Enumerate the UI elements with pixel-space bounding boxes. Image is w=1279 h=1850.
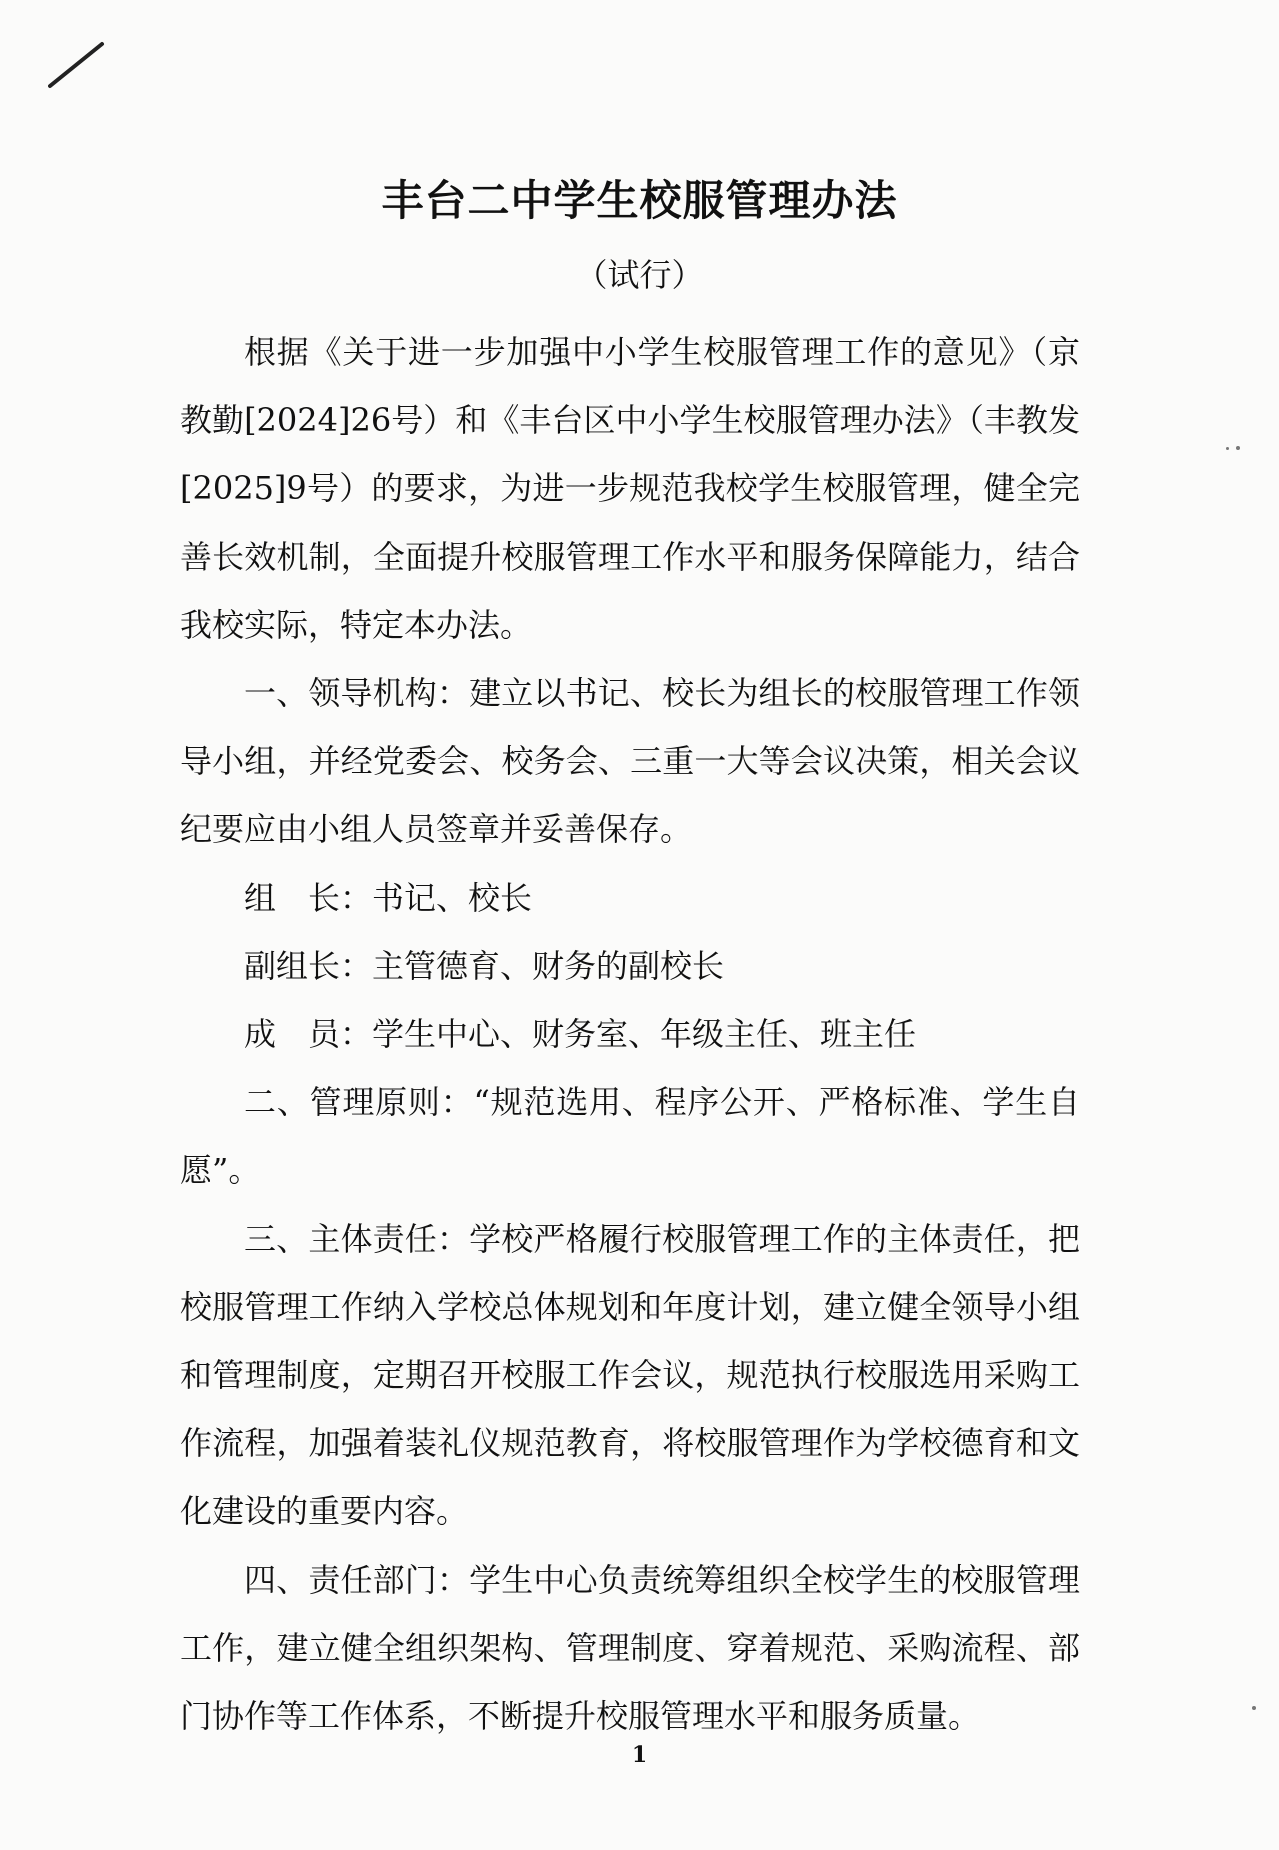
section-1-leadership: 一、领导机构：建立以书记、校长为组长的校服管理工作领导小组，并经党委会、校务会、三重一大等会议决策，相关会议纪要应由小组人员签章并妥善保存。 [180,674,1080,849]
page-number: 1 [631,1742,648,1768]
pen-stroke-mark [48,40,108,90]
document-subtitle: （试行） [575,256,704,294]
section-4-department: 四、责任部门：学生中心负责统筹组织全校学生的校服管理工作，建立健全组织架构、管理制度、穿着规范、采购流程、部门协作等工作体系，不断提升校服管理水平和服务质量。 [180,1560,1080,1736]
section-2-principles: 二、管理原则：“规范选用、程序公开、严格标准、学生自愿”。 [180,1083,1080,1190]
role-members: 成 员：学生中心、财务室、年级主任、班主任 [244,1015,917,1054]
intro-paragraph: 根据《关于进一步加强中小学生校服管理工作的意见》（京教勤[2024]26号）和《丰台区中小学生校服管理办法》（丰教发[2025]9号）的要求，为进一步规范我校学生校服管理，健全完善长效机制，全面提升校服管理工作水平和服务保障能力，结合我校实际，特定本办法。 [180,333,1080,644]
section-3-responsibility: 三、主体责任：学校严格履行校服管理工作的主体责任，把校服管理工作纳入学校总体规划和年度计划，建立健全领导小组和管理制度，定期召开校服工作会议，规范执行校服选用采购工作流程，加强着装礼仪规范教育，将校服管理作为学校德育和文化建设的重要内容。 [180,1219,1080,1531]
scan-speck [1252,1706,1256,1710]
document-title: 丰台二中学生校服管理办法 [381,176,898,225]
scan-speck [1226,447,1229,450]
role-deputy: 副组长：主管德育、财务的副校长 [244,946,725,985]
document-body [180,318,1080,1750]
scan-speck [1236,446,1240,450]
role-leader: 组 长：书记、校长 [244,878,533,917]
